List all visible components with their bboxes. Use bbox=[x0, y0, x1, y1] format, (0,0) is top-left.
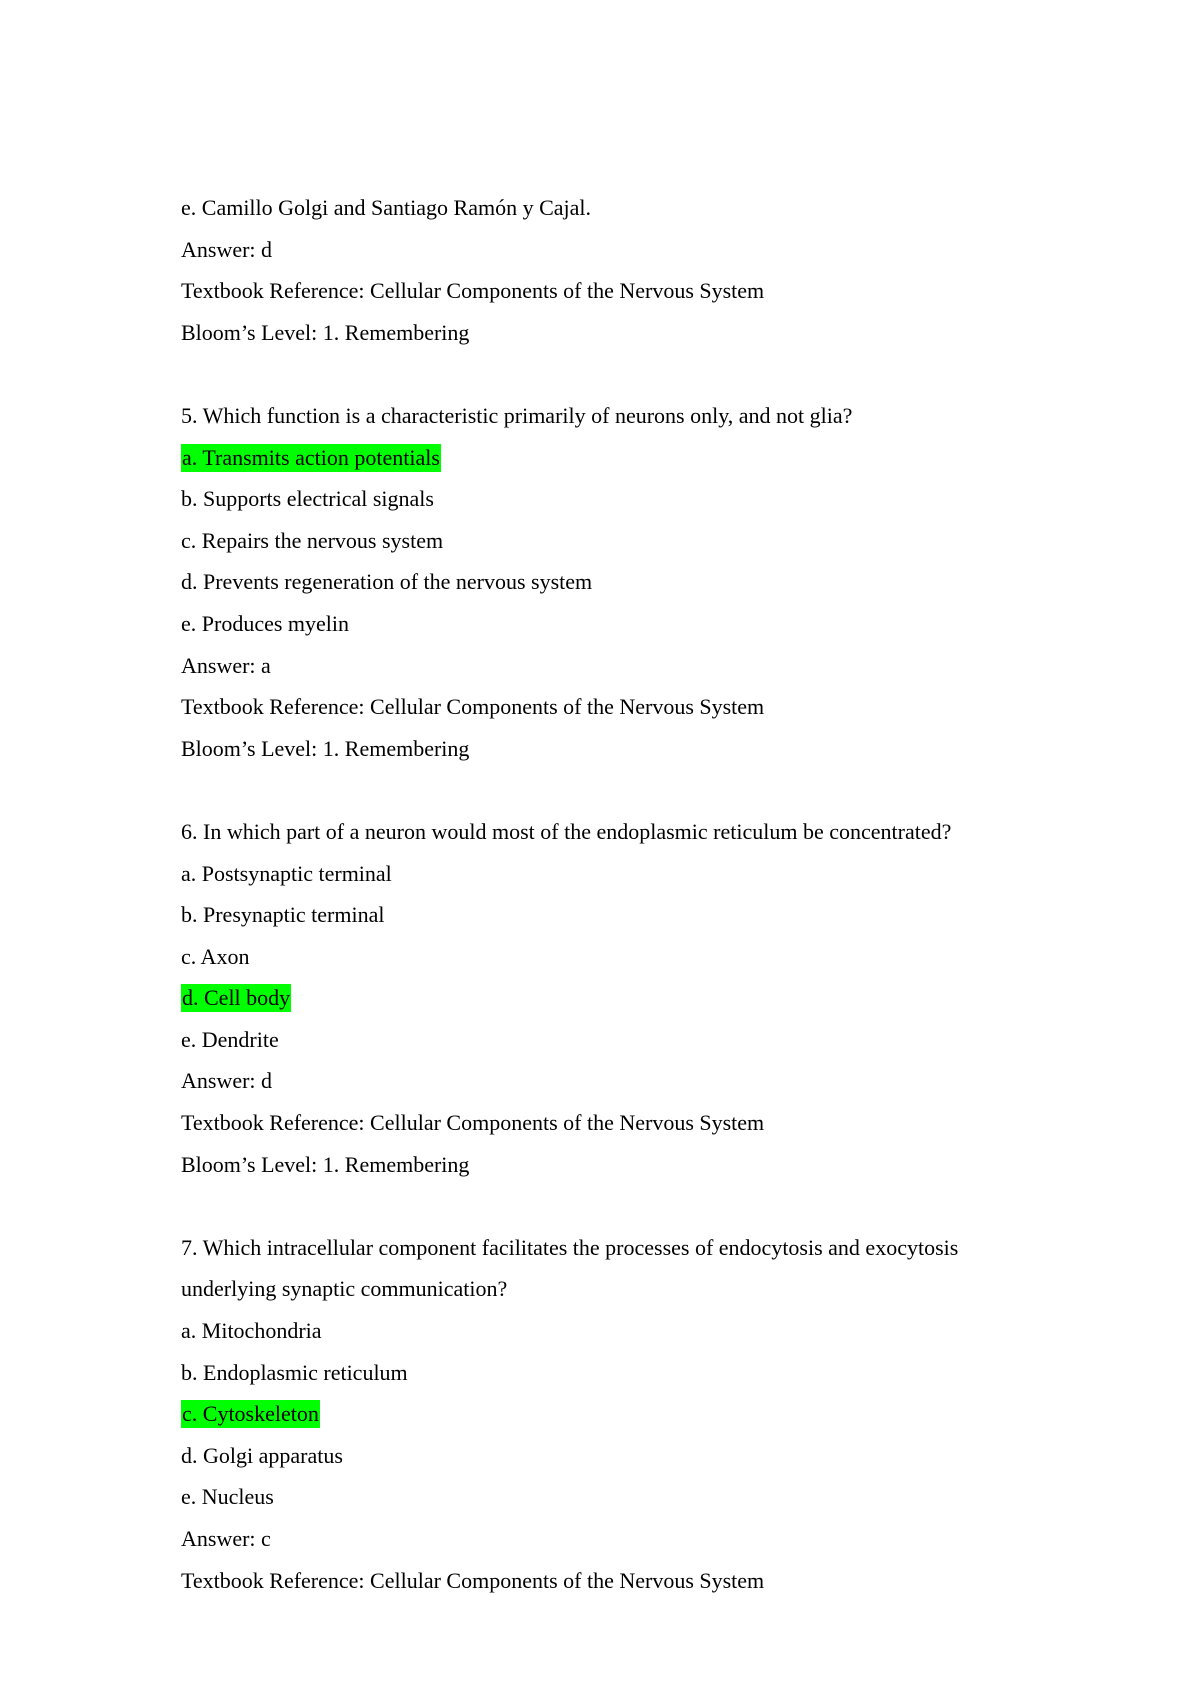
q7-answer: Answer: c bbox=[181, 1526, 271, 1551]
q6-blooms-level: Bloom’s Level: 1. Remembering bbox=[181, 1151, 470, 1177]
q7-question-line-2: underlying synaptic communication? bbox=[181, 1276, 508, 1302]
answer-highlight: c. Cytoskeleton bbox=[182, 1401, 319, 1427]
spacer bbox=[181, 1185, 1061, 1227]
spacer bbox=[181, 769, 1061, 811]
q7-reference: Textbook Reference: Cellular Components of the Nervous System bbox=[181, 1567, 765, 1593]
q5-blooms-level: Bloom’s Level: 1. Remembering bbox=[181, 735, 470, 761]
q6-answer: Answer: d bbox=[181, 1068, 273, 1094]
q7-option-b: b. Endoplasmic reticulum bbox=[181, 1359, 408, 1385]
q5-option-e: e. Produces myelin bbox=[181, 610, 350, 636]
q5-question: 5. Which function is a characteristic primarily of neurons only, and not glia? bbox=[181, 402, 853, 428]
q4-answer: Answer: d bbox=[181, 236, 273, 262]
spacer bbox=[181, 353, 1061, 395]
q6-reference: Textbook Reference: Cellular Components of the Nervous System bbox=[181, 1110, 765, 1136]
answer-highlight: d. Cell body bbox=[182, 985, 291, 1011]
q6-option-a: a. Postsynaptic terminal bbox=[181, 860, 392, 886]
q7-option-d: d. Golgi apparatus bbox=[181, 1442, 343, 1468]
q4-reference: Textbook Reference: Cellular Components of the Nervous System bbox=[181, 278, 765, 304]
q5-reference: Textbook Reference: Cellular Components of the Nervous System bbox=[181, 694, 765, 720]
q7-question-line-1: 7. Which intracellular component facilitates the processes of endocytosis and exocytosis bbox=[181, 1234, 959, 1260]
q7-option-a: a. Mitochondria bbox=[181, 1318, 322, 1344]
q5-answer: Answer: a bbox=[181, 652, 271, 678]
q4-option-e: e. Camillo Golgi and Santiago Ramón y Cajal. bbox=[181, 195, 591, 220]
answer-highlight: a. Transmits action potentials bbox=[182, 444, 440, 470]
q6-option-e: e. Dendrite bbox=[181, 1026, 279, 1052]
q5-option-d: d. Prevents regeneration of the nervous system bbox=[181, 569, 593, 595]
q5-option-a bbox=[181, 437, 1061, 479]
q7-option-e: e. Nucleus bbox=[181, 1484, 274, 1510]
q6-option-d bbox=[181, 977, 1061, 1019]
q4-blooms-level: Bloom’s Level: 1. Remembering bbox=[181, 319, 470, 345]
q7-option-c bbox=[181, 1393, 1061, 1435]
page-content bbox=[181, 187, 1061, 1601]
q6-option-c: c. Axon bbox=[181, 943, 250, 969]
q6-question: 6. In which part of a neuron would most of the endoplasmic reticulum be concentrated? bbox=[181, 818, 952, 844]
q6-option-b: b. Presynaptic terminal bbox=[181, 902, 385, 928]
q5-option-b: b. Supports electrical signals bbox=[181, 486, 434, 512]
q5-option-c: c. Repairs the nervous system bbox=[181, 527, 444, 553]
